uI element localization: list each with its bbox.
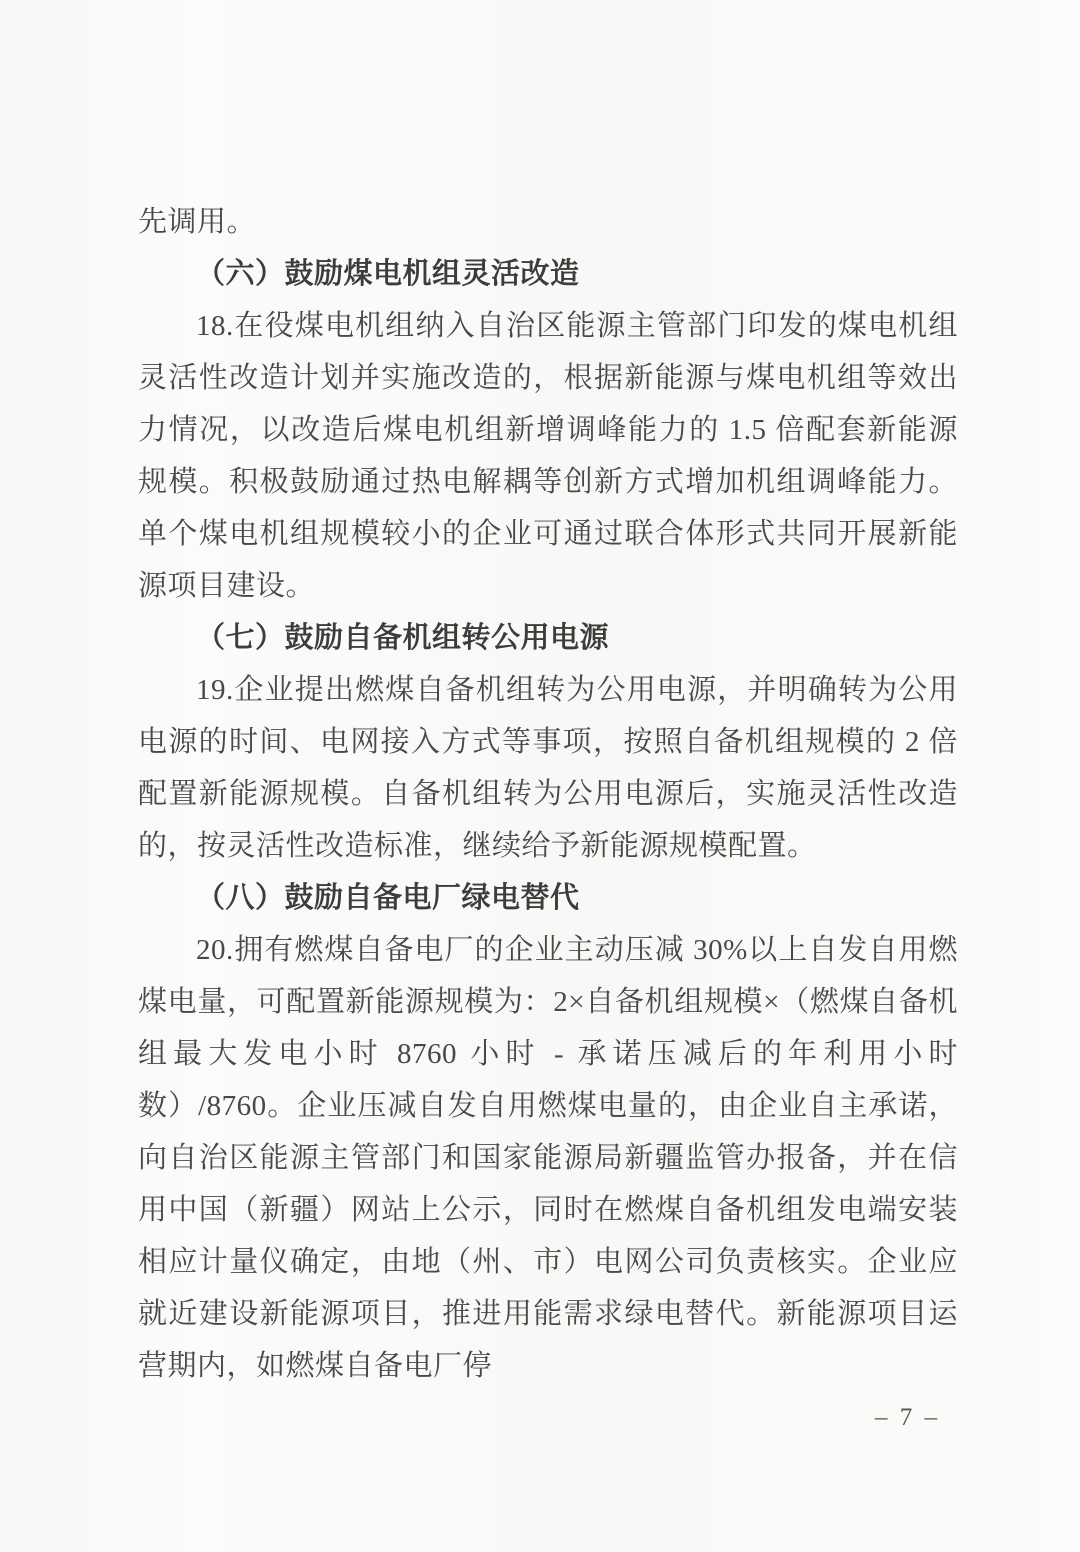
- page-number: – 7 –: [875, 1404, 940, 1431]
- paragraph-20: 20.拥有燃煤自备电厂的企业主动压减 30%以上自发自用燃煤电量，可配置新能源规模为：2×自备机组规模×（燃煤自备机组最大发电小时 8760 小时 - 承诺压减后的年利用小时数）/8760。企业压减自发自用燃煤电量的，由企业自主承诺，向自治区能源主管部门和国家能源局新疆监管办报备，并在信用中国（新疆）网站上公示，同时在燃煤自备机组发电端安装相应计量仪确定，由地（州、市）电网公司负责核实。企业应就近建设新能源项目，推进用能需求绿电替代。新能源项目运营期内，如燃煤自备电厂停: [138, 934, 958, 1382]
- document-body: [138, 196, 958, 1392]
- section-heading-eight: （八）鼓励自备电厂绿电替代: [196, 882, 580, 914]
- section-heading-seven: （七）鼓励自备机组转公用电源: [196, 622, 610, 654]
- paragraph-19: 19.企业提出燃煤自备机组转为公用电源，并明确转为公用电源的时间、电网接入方式等事项，按照自备机组规模的 2 倍配置新能源规模。自备机组转为公用电源后，实施灵活性改造的，按灵活性改造标准，继续给予新能源规模配置。: [138, 674, 958, 862]
- paragraph-18: 18.在役煤电机组纳入自治区能源主管部门印发的煤电机组灵活性改造计划并实施改造的，根据新能源与煤电机组等效出力情况，以改造后煤电机组新增调峰能力的 1.5 倍配套新能源规模。积极鼓励通过热电解耦等创新方式增加机组调峰能力。单个煤电机组规模较小的企业可通过联合体形式共同开展新能源项目建设。: [138, 310, 958, 602]
- section-heading-six: （六）鼓励煤电机组灵活改造: [196, 258, 580, 290]
- paragraph-continuation: 先调用。: [138, 206, 257, 238]
